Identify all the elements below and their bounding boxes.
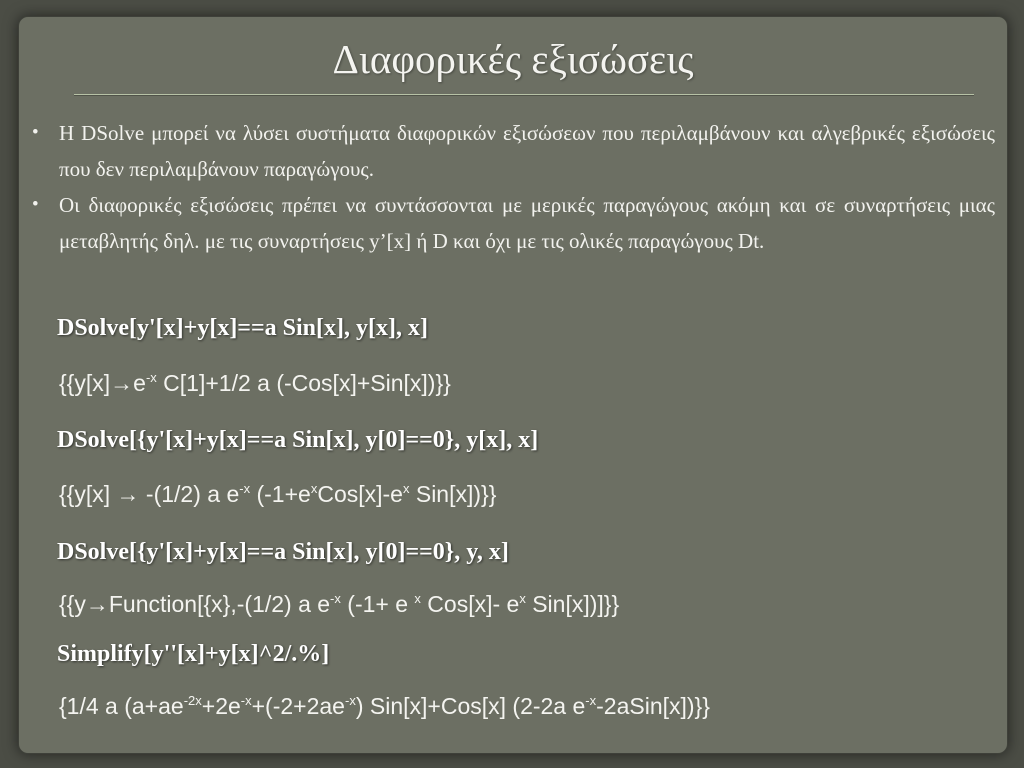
command-4: Simplify[y''[x]+y[x]^2/.%] [57, 641, 330, 667]
slide-panel [18, 16, 1008, 754]
title-divider [74, 94, 974, 96]
bullet-list [29, 115, 995, 259]
result-3: {{y→Function[{x},-(1/2) a $e^{-x}$ (-1+ e $^x$ Cos[x]- $e^x$ Sin[x])]}} [59, 591, 620, 617]
bullet-text: Η DSolve μπορεί να λύσει συστήματα διαφορικών εξισώσεων που περιλαμβάνουν και αλγεβρικές εξισώσεις που δεν περιλαμβάνουν παραγώγους. [59, 121, 995, 181]
slide-title: Διαφορικές εξισώσεις [332, 36, 694, 82]
command-2: DSolve[{y'[x]+y[x]==a Sin[x], y[0]==0}, y[x], x] [57, 427, 539, 453]
bullet-item-1 [29, 115, 995, 187]
result-1: {{$y[x]\to e^{-x}$ C[1]+1/2 a (-Cos[x]+Sin[x])}} [59, 370, 451, 396]
command-3: DSolve[{y'[x]+y[x]==a Sin[x], y[0]==0}, y, x] [57, 539, 509, 565]
bullet-item-2 [29, 187, 995, 259]
bullet-marker: • [32, 194, 39, 215]
command-1: DSolve[y'[x]+y[x]==a Sin[x], y[x], x] [57, 315, 428, 341]
bullet-marker: • [32, 122, 39, 143]
bullet-text: Οι διαφορικές εξισώσεις πρέπει να συντάσσονται με μερικές παραγώγους ακόμη και σε συναρτήσεις μιας μεταβλητής δηλ. με τις συναρτήσεις y’[x] ή D και όχι με τις ολικές παραγώγους Dt. [59, 193, 995, 253]
result-4: {1/4 a ($a+ae^{-2x}+2e^{-x}+(-2+2ae^{-x})$ Sin[x]+Cos[x] (2-2a $e^{-x}-2aSin[x]$)}} [59, 693, 710, 719]
result-2: {{y[x] → -(1/2) a $e^{-x}$ ($-1+e^xCos[x]-e^x$ Sin[x])}} [59, 481, 497, 507]
